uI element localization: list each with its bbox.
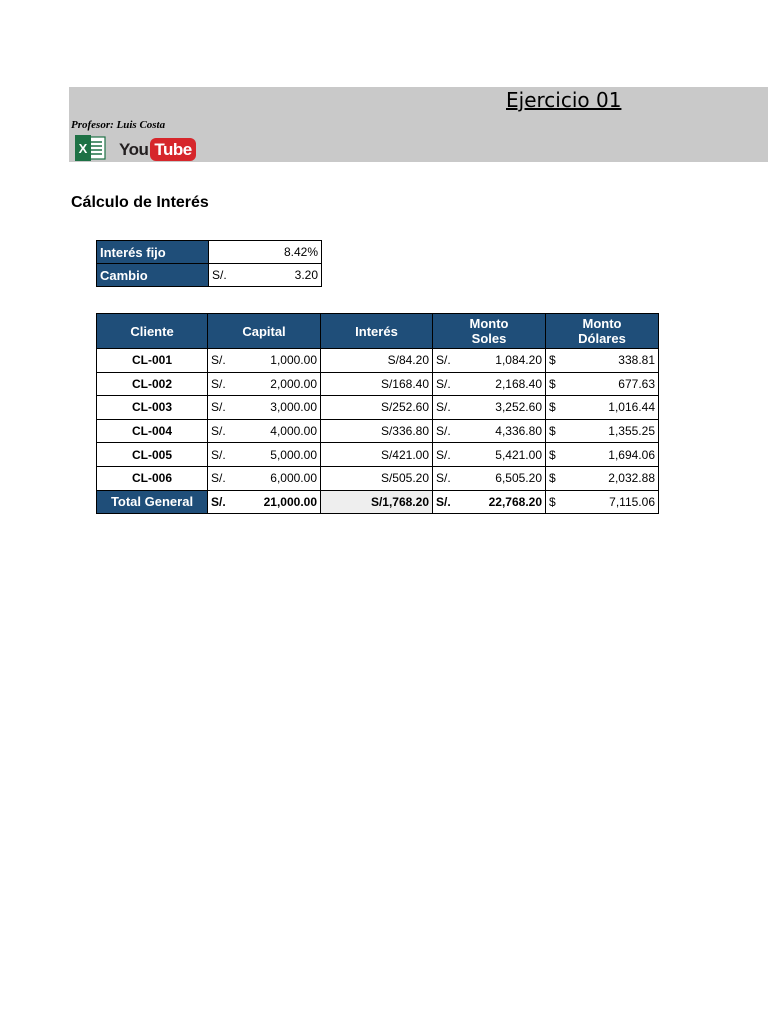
soles-currency: S/. — [433, 349, 478, 373]
header-capital: Capital — [208, 314, 321, 349]
exchange-row — [97, 264, 322, 287]
capital-cell[interactable]: 5,000.00 — [252, 443, 321, 467]
total-row — [97, 490, 659, 514]
header-monto-dolares-line1: Monto — [582, 316, 622, 331]
dolares-currency: $ — [546, 466, 567, 490]
capital-cell[interactable]: 1,000.00 — [252, 349, 321, 373]
header-banner — [69, 87, 768, 162]
table-row — [97, 466, 659, 490]
interest-table — [96, 313, 659, 514]
header-monto-soles-line2: Soles — [471, 331, 507, 346]
total-interes[interactable]: S/1,768.20 — [321, 490, 433, 514]
dolares-cell[interactable]: 1,016.44 — [566, 396, 659, 420]
soles-cell[interactable]: 5,421.00 — [477, 443, 546, 467]
capital-currency: S/. — [208, 396, 253, 420]
exchange-currency: S/. — [212, 268, 227, 282]
excel-letter: X — [78, 141, 88, 156]
exchange-cell[interactable] — [209, 264, 322, 287]
capital-currency: S/. — [208, 466, 253, 490]
header-monto-dolares — [546, 314, 659, 349]
interest-value[interactable]: 8.42% — [209, 241, 322, 264]
interest-label: Interés fijo — [97, 241, 209, 264]
interes-cell[interactable]: S/252.60 — [321, 396, 433, 420]
capital-cell[interactable]: 6,000.00 — [252, 466, 321, 490]
soles-currency: S/. — [433, 396, 478, 420]
exchange-value: 3.20 — [294, 268, 318, 282]
youtube-you-text: You — [119, 139, 149, 159]
dolares-cell[interactable]: 677.63 — [566, 372, 659, 396]
exchange-label: Cambio — [97, 264, 209, 287]
table-header-row — [97, 314, 659, 349]
soles-currency: S/. — [433, 443, 478, 467]
interes-cell[interactable]: S/84.20 — [321, 349, 433, 373]
parameters-table — [96, 240, 322, 287]
soles-cell[interactable]: 1,084.20 — [477, 349, 546, 373]
capital-cell[interactable]: 2,000.00 — [252, 372, 321, 396]
cliente-cell[interactable]: CL-003 — [97, 396, 208, 420]
dolares-currency: $ — [546, 349, 567, 373]
header-cliente: Cliente — [97, 314, 208, 349]
soles-cell[interactable]: 3,252.60 — [477, 396, 546, 420]
soles-currency: S/. — [433, 466, 478, 490]
capital-cell[interactable]: 3,000.00 — [252, 396, 321, 420]
interes-cell[interactable]: S/421.00 — [321, 443, 433, 467]
capital-currency: S/. — [208, 349, 253, 373]
header-monto-dolares-line2: Dólares — [578, 331, 626, 346]
soles-cell[interactable]: 2,168.40 — [477, 372, 546, 396]
interes-cell[interactable]: S/505.20 — [321, 466, 433, 490]
header-monto-soles-line1: Monto — [469, 316, 509, 331]
soles-cell[interactable]: 4,336.80 — [477, 419, 546, 443]
total-label: Total General — [97, 490, 208, 514]
header-interes: Interés — [321, 314, 433, 349]
cliente-cell[interactable]: CL-004 — [97, 419, 208, 443]
total-dolares-currency: $ — [546, 490, 567, 514]
interest-row — [97, 241, 322, 264]
table-body — [97, 349, 659, 491]
table-row — [97, 349, 659, 373]
table-row — [97, 372, 659, 396]
header-monto-soles — [433, 314, 546, 349]
youtube-tube-text: Tube — [150, 138, 195, 161]
interes-cell[interactable]: S/336.80 — [321, 419, 433, 443]
soles-currency: S/. — [433, 419, 478, 443]
table-row — [97, 443, 659, 467]
interes-cell[interactable]: S/168.40 — [321, 372, 433, 396]
dolares-cell[interactable]: 338.81 — [566, 349, 659, 373]
capital-currency: S/. — [208, 419, 253, 443]
section-title: Cálculo de Interés — [71, 194, 209, 211]
cliente-cell[interactable]: CL-006 — [97, 466, 208, 490]
capital-cell[interactable]: 4,000.00 — [252, 419, 321, 443]
soles-currency: S/. — [433, 372, 478, 396]
youtube-logo-icon — [119, 138, 196, 161]
dolares-cell[interactable]: 1,355.25 — [566, 419, 659, 443]
soles-cell[interactable]: 6,505.20 — [477, 466, 546, 490]
table-row — [97, 396, 659, 420]
dolares-cell[interactable]: 1,694.06 — [566, 443, 659, 467]
dolares-currency: $ — [546, 443, 567, 467]
total-dolares[interactable]: 7,115.06 — [566, 490, 659, 514]
cliente-cell[interactable]: CL-001 — [97, 349, 208, 373]
total-soles-currency: S/. — [433, 490, 478, 514]
total-capital[interactable]: 21,000.00 — [252, 490, 321, 514]
capital-currency: S/. — [208, 372, 253, 396]
dolares-currency: $ — [546, 419, 567, 443]
excel-icon — [74, 135, 106, 161]
dolares-currency: $ — [546, 396, 567, 420]
dolares-cell[interactable]: 2,032.88 — [566, 466, 659, 490]
dolares-currency: $ — [546, 372, 567, 396]
professor-label: Profesor: Luis Costa — [71, 119, 166, 131]
exercise-title: Ejercicio 01 — [506, 88, 622, 112]
cliente-cell[interactable]: CL-002 — [97, 372, 208, 396]
cliente-cell[interactable]: CL-005 — [97, 443, 208, 467]
capital-currency: S/. — [208, 443, 253, 467]
table-row — [97, 419, 659, 443]
total-capital-currency: S/. — [208, 490, 253, 514]
total-soles[interactable]: 22,768.20 — [477, 490, 546, 514]
